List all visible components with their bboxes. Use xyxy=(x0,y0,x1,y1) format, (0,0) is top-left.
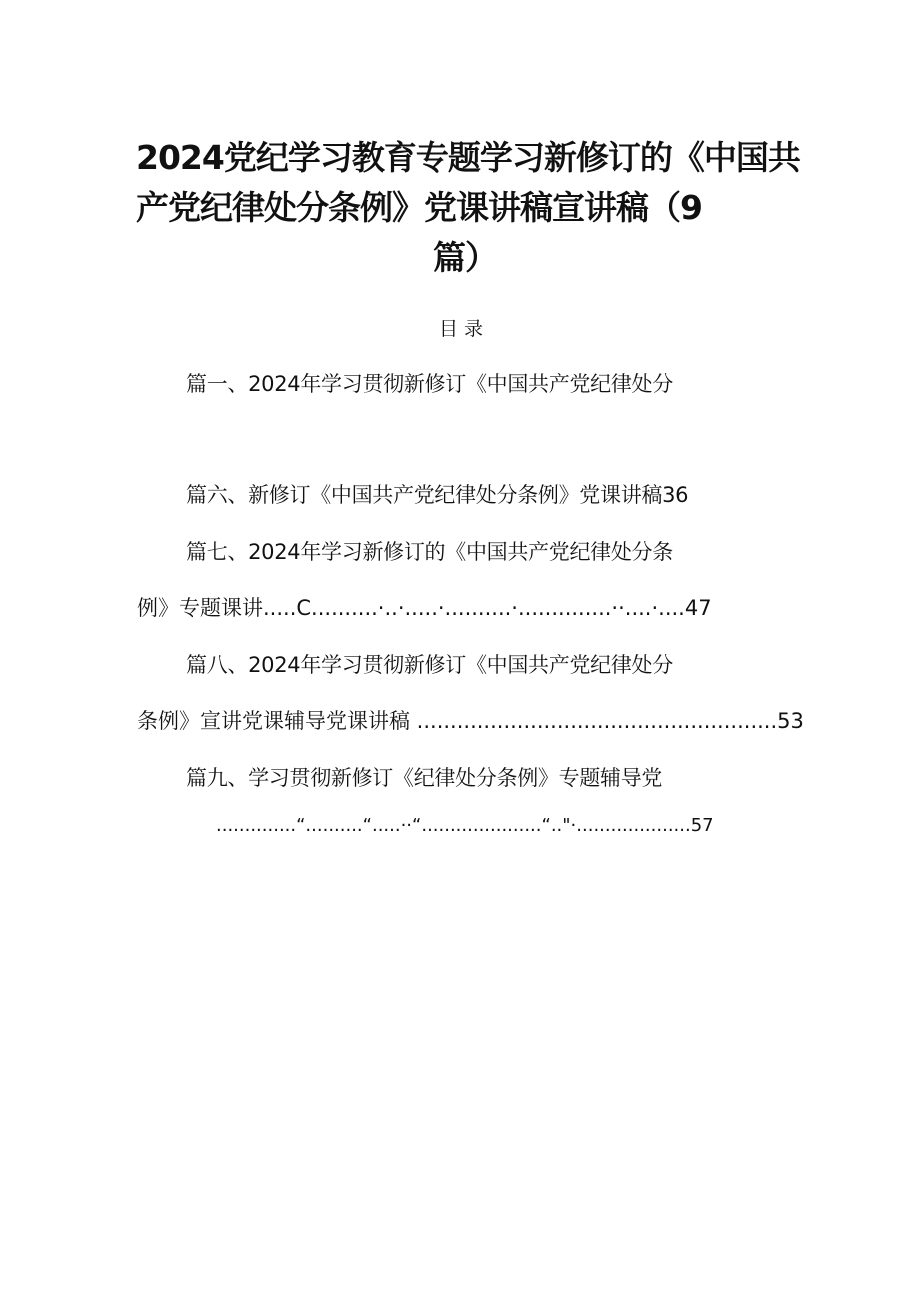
toc-entry-6[interactable]: 篇六、新修订《中国共产党纪律处分条例》党课讲稿36 xyxy=(186,483,689,507)
toc-entry-1[interactable]: 篇一、2024年学习贯彻新修订《中国共产党纪律处分 xyxy=(186,372,673,396)
toc-entry-7-line-1[interactable]: 篇七、2024年学习新修订的《中国共产党纪律处分条 xyxy=(186,540,673,564)
document-title-line-1: 2024党纪学习教育专题学习新修订的《中国共 xyxy=(136,138,800,177)
toc-entry-8-line-1[interactable]: 篇八、2024年学习贯彻新修订《中国共产党纪律处分 xyxy=(186,653,673,677)
toc-entry-9-line-1[interactable]: 篇九、学习贯彻新修订《纪律处分条例》专题辅导党 xyxy=(186,766,663,790)
document-title-line-3: 篇） xyxy=(433,238,497,277)
toc-entry-8-line-2[interactable]: 条例》宣讲党课辅导党课讲稿 ......................................................53 xyxy=(137,709,804,733)
toc-heading: 目录 xyxy=(438,318,489,340)
toc-entry-9-line-2[interactable]: ..............“..........“.....··“.....................“.."·....................57 xyxy=(216,815,714,836)
toc-entry-7-line-2[interactable]: 例》专题课讲.....C..........·..·.....·..........·..............··....·....47 xyxy=(137,596,712,620)
document-title-line-2: 产党纪律处分条例》党课讲稿宣讲稿（9 xyxy=(136,188,702,227)
